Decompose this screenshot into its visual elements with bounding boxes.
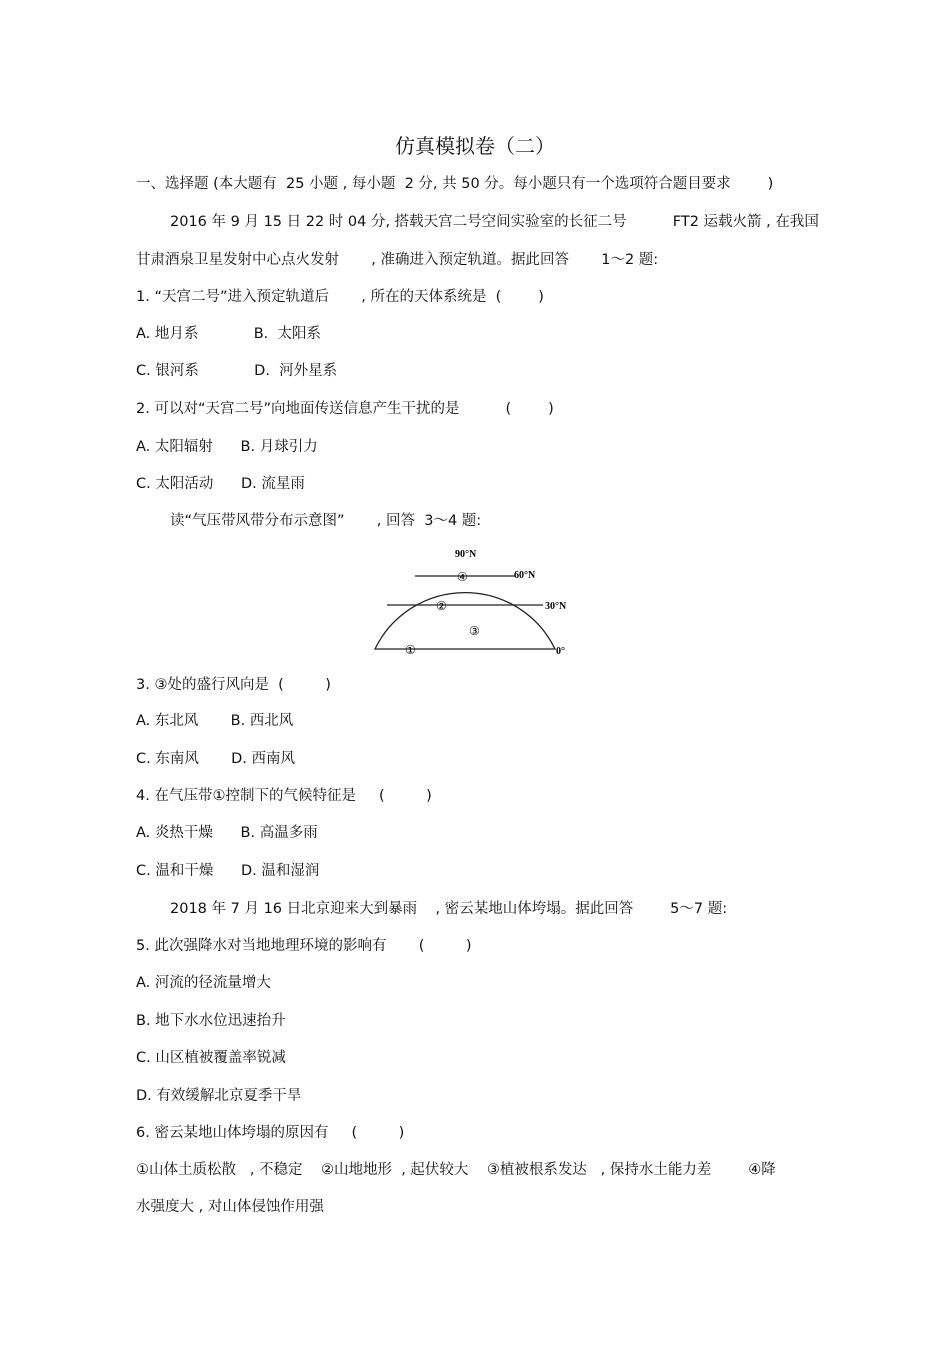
passage1-line1: 2016 年 9 月 15 日 22 时 04 分, 搭载天宫二号空间实验室的长征二号 FT2 运载火箭 , 在我国 bbox=[170, 214, 819, 230]
pressure-wind-belt-diagram bbox=[365, 543, 585, 658]
q4-options-cd: C. 温和干燥 D. 温和湿润 bbox=[136, 863, 320, 879]
circled-3: ③ bbox=[469, 624, 480, 638]
q5-option-c: C. 山区植被覆盖率锐减 bbox=[136, 1050, 286, 1066]
q6-stem: 6. 密云某地山体垮塌的原因有 ( ) bbox=[136, 1125, 405, 1141]
q5-stem: 5. 此次强降水对当地地理环境的影响有 ( ) bbox=[136, 938, 472, 954]
q5-option-d: D. 有效缓解北京夏季干旱 bbox=[136, 1088, 302, 1104]
label-60n: 60°N bbox=[514, 570, 536, 581]
q4-options-ab: A. 炎热干燥 B. 高温多雨 bbox=[136, 825, 318, 841]
q6-statements-line2: 水强度大 , 对山体侵蚀作用强 bbox=[136, 1199, 324, 1215]
q3-options-cd: C. 东南风 D. 西南风 bbox=[136, 751, 295, 767]
circled-4: ④ bbox=[457, 570, 468, 584]
circled-2: ② bbox=[436, 599, 447, 613]
circled-1: ① bbox=[405, 643, 416, 657]
passage1-line2: 甘肃酒泉卫星发射中心点火发射 , 准确进入预定轨道。据此回答 1～2 题: bbox=[136, 252, 659, 268]
q6-statements-line1: ①山体土质松散 , 不稳定 ②山地地形 , 起伏较大 ③植被根系发达 , 保持水土能力差 ④降 bbox=[136, 1162, 776, 1178]
page-title: 仿真模拟卷（二） bbox=[395, 134, 555, 158]
q2-options-ab: A. 太阳辐射 B. 月球引力 bbox=[136, 439, 318, 455]
read-intro: 读“气压带风带分布示意图” , 回答 3～4 题: bbox=[170, 513, 482, 529]
q4-stem: 4. 在气压带①控制下的气候特征是 ( ) bbox=[136, 788, 432, 804]
label-30n: 30°N bbox=[545, 601, 567, 612]
q3-options-ab: A. 东北风 B. 西北风 bbox=[136, 713, 294, 729]
q1-options-ab: A. 地月系 B. 太阳系 bbox=[136, 326, 321, 342]
q1-options-cd: C. 银河系 D. 河外星系 bbox=[136, 363, 338, 379]
q3-stem: 3. ③处的盛行风向是 ( ) bbox=[136, 677, 331, 693]
q2-stem: 2. 可以对“天宫二号”向地面传送信息产生干扰的是 ( ) bbox=[136, 401, 554, 417]
section-heading: 一、选择题 (本大题有 25 小题 , 每小题 2 分, 共 50 分。每小题只有一个选项符合题目要求 ) bbox=[136, 176, 774, 192]
passage2: 2018 年 7 月 16 日北京迎来大到暴雨 , 密云某地山体垮塌。据此回答 5～7 题: bbox=[170, 901, 728, 917]
q1-stem: 1. “天宫二号”进入预定轨道后 , 所在的天体系统是 ( ) bbox=[136, 289, 544, 305]
hemisphere-outline bbox=[375, 593, 555, 649]
label-90n: 90°N bbox=[455, 549, 477, 560]
label-0: 0° bbox=[556, 646, 565, 657]
q5-option-b: B. 地下水水位迅速抬升 bbox=[136, 1013, 286, 1029]
q2-options-cd: C. 太阳活动 D. 流星雨 bbox=[136, 476, 305, 492]
q5-option-a: A. 河流的径流量增大 bbox=[136, 975, 271, 991]
